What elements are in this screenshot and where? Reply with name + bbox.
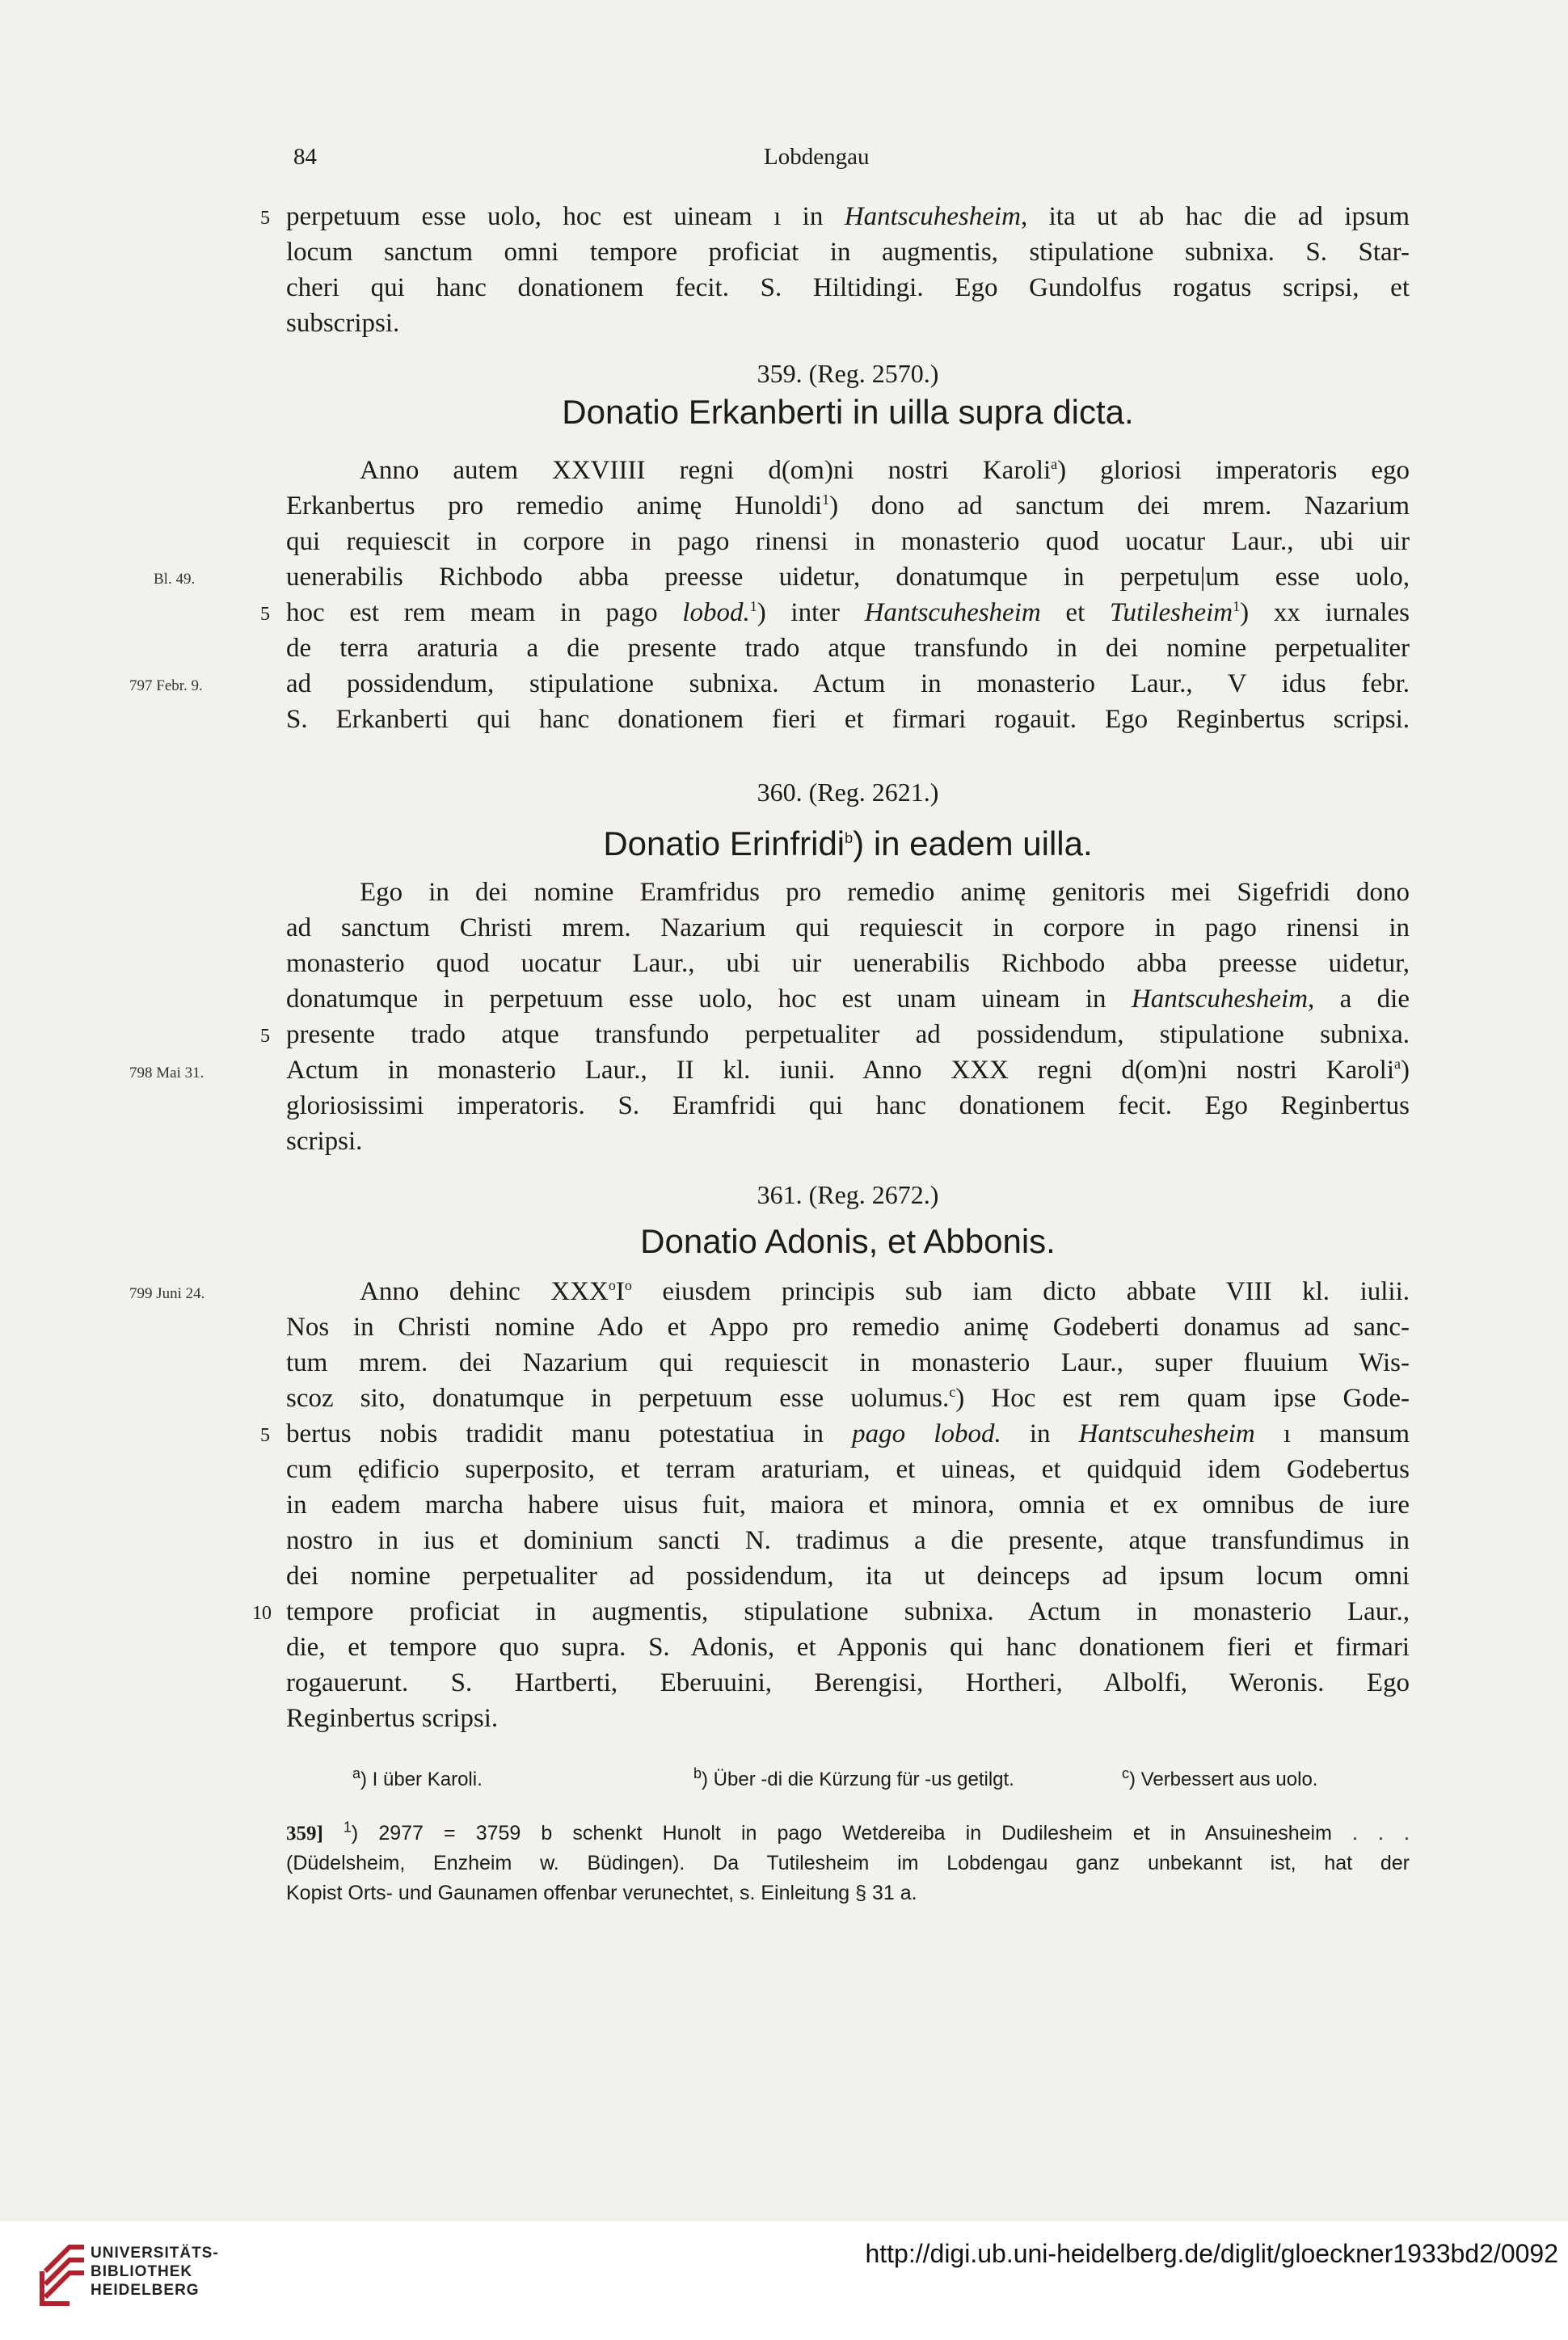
text-line: cum ędificio superposito, et terram araturiam, et uineas, et quidquid idem Godebertus <box>286 1455 1410 1484</box>
line-number: 5 <box>260 208 270 229</box>
document-title: Donatio Erinfridi$^b$) in eadem uilla. <box>603 824 1093 862</box>
text-line: bertus nobis tradidit manu potestatiua in pago lobod. in Hantscuhesheim ı mansum <box>286 1419 1410 1448</box>
margin-note: Bl. 49. <box>154 571 196 588</box>
text-line: uenerabilis Richbodo abba preesse uidetur, donatumque in perpetu|um esse uolo, <box>286 563 1410 592</box>
text-line: cheri qui hanc donationem fecit. S. Hiltidingi. Ego Gundolfus rogatus scripsi, et <box>286 273 1410 302</box>
document-number: 360. (Reg. 2621.) <box>757 778 939 807</box>
text-line: Anno dehinc $XXX^oI^o$ eiusdem principis sub iam dicto abbate VIII kl. iulii. <box>360 1277 1410 1306</box>
text-line: Nos in Christi nomine Ado et Appo pro remedio animę Godeberti donamus ad sanc- <box>286 1313 1410 1342</box>
margin-date: 798 Mai 31. <box>129 1065 204 1081</box>
document-title: Donatio Adonis, et Abbonis. <box>640 1222 1056 1260</box>
document-number: 361. (Reg. 2672.) <box>757 1180 939 1209</box>
text-line: perpetuum esse uolo, hoc est uineam ı in Hantscuhesheim, ita ut ab hac die ad ipsum <box>286 202 1410 231</box>
text-line: Anno autem XXVIIII regni d(om)ni nostri Karoli$^a$) gloriosi imperatoris ego <box>360 456 1410 485</box>
library-logo-icon <box>37 2239 89 2307</box>
text-line: die, et tempore quo supra. S. Adonis, et Apponis qui hanc donationem fieri et firmari <box>286 1633 1410 1662</box>
line-number: 10 <box>252 1603 272 1624</box>
text-line: ad sanctum Christi mrem. Nazarium qui requiescit in corpore in pago rinensi in <box>286 913 1410 942</box>
text-line: dei nomine perpetualiter ad possidendum, ita ut deinceps ad ipsum locum omni <box>286 1562 1410 1591</box>
running-title: Lobdengau <box>764 144 870 170</box>
text-line: tum mrem. dei Nazarium qui requiescit in monasterio Laur., super fluuium Wis- <box>286 1348 1410 1377</box>
document-number: 359. (Reg. 2570.) <box>757 359 939 388</box>
line-number: 5 <box>260 1026 270 1047</box>
commentary-line: 359] $^1$) 2977 = 3759 b schenkt Hunolt in pago Wetdereiba in Dudilesheim et in Ansuinesheim . . . <box>286 1819 1410 1845</box>
commentary-line: (Düdelsheim, Enzheim w. Büdingen). Da Tutilesheim im Lobdengau ganz unbekannt ist, hat der <box>286 1852 1410 1874</box>
text-line: qui requiescit in corpore in pago rinensi in monasterio quod uocatur Laur., ubi uir <box>286 527 1410 556</box>
page-number: 84 <box>293 144 317 170</box>
text-line: scripsi. <box>286 1127 363 1156</box>
text-line: Ego in dei nomine Eramfridus pro remedio animę genitoris mei Sigefridi dono <box>360 878 1410 907</box>
library-name-line: UNIVERSITÄTS- <box>91 2245 219 2262</box>
text-line: presente trado atque transfundo perpetualiter ad possidendum, stipulatione subnixa. <box>286 1020 1410 1049</box>
apparatus-note-b: $^b$) Über -di die Kürzung für -us getilgt. <box>693 1765 1014 1790</box>
library-name-line: HEIDELBERG <box>91 2282 200 2299</box>
line-number: 5 <box>260 604 270 625</box>
library-name-line: BIBLIOTHEK <box>91 2263 193 2280</box>
text-line: hoc est rem meam in pago lobod.$^1$) inter Hantscuhesheim et Tutilesheim$^1$) xx iurnales <box>286 598 1410 627</box>
text-line: Reginbertus scripsi. <box>286 1704 499 1733</box>
text-line: locum sanctum omni tempore proficiat in augmentis, stipulatione subnixa. S. Star- <box>286 238 1410 267</box>
text-line: Erkanbertus pro remedio animę Hunoldi$^1$) dono ad sanctum dei mrem. Nazarium <box>286 491 1410 521</box>
text-line: in eadem marcha habere uisus fuit, maiora et minora, omnia et ex omnibus de iure <box>286 1490 1410 1520</box>
text-line: de terra araturia a die presente trado atque transfundo in dei nomine perpetualiter <box>286 634 1410 663</box>
source-url-link[interactable]: http://digi.ub.uni-heidelberg.de/diglit/gloeckner1933bd2/0092 <box>865 2239 1558 2268</box>
apparatus-note-a: $^a$) I über Karoli. <box>352 1765 483 1790</box>
text-line: monasterio quod uocatur Laur., ubi uir uenerabilis Richbodo abba preesse uidetur, <box>286 949 1410 978</box>
text-line: donatumque in perpetuum esse uolo, hoc est unam uineam in Hantscuhesheim, a die <box>286 984 1410 1014</box>
text-line: subscripsi. <box>286 309 400 338</box>
text-line: ad possidendum, stipulatione subnixa. Actum in monasterio Laur., V idus febr. <box>286 669 1410 698</box>
apparatus-note-c: $^c$) Verbessert aus uolo. <box>1122 1765 1318 1790</box>
margin-date: 797 Febr. 9. <box>129 677 203 694</box>
text-line: gloriosissimi imperatoris. S. Eramfridi qui hanc donationem fecit. Ego Reginbertus <box>286 1091 1410 1120</box>
commentary-line: Kopist Orts- und Gaunamen offenbar verunechtet, s. Einleitung § 31 a. <box>286 1882 917 1904</box>
line-number: 5 <box>260 1425 270 1446</box>
text-line: scoz sito, donatumque in perpetuum esse uolumus.$^c$) Hoc est rem quam ipse Gode- <box>286 1384 1410 1413</box>
text-line: rogauerunt. S. Hartberti, Eberuuini, Berengisi, Hortheri, Albolfi, Weronis. Ego <box>286 1668 1410 1697</box>
margin-date: 799 Juni 24. <box>129 1285 205 1302</box>
text-line: S. Erkanberti qui hanc donationem fieri et firmari rogauit. Ego Reginbertus scripsi. <box>286 705 1410 734</box>
document-title: Donatio Erkanberti in uilla supra dicta. <box>562 393 1134 431</box>
text-line: Actum in monasterio Laur., II kl. iunii. Anno XXX regni d(om)ni nostri Karoli$^a$) <box>286 1056 1410 1085</box>
text-line: tempore proficiat in augmentis, stipulatione subnixa. Actum in monasterio Laur., <box>286 1597 1410 1626</box>
text-line: nostro in ius et dominium sancti N. tradimus a die presente, atque transfundimus in <box>286 1526 1410 1555</box>
